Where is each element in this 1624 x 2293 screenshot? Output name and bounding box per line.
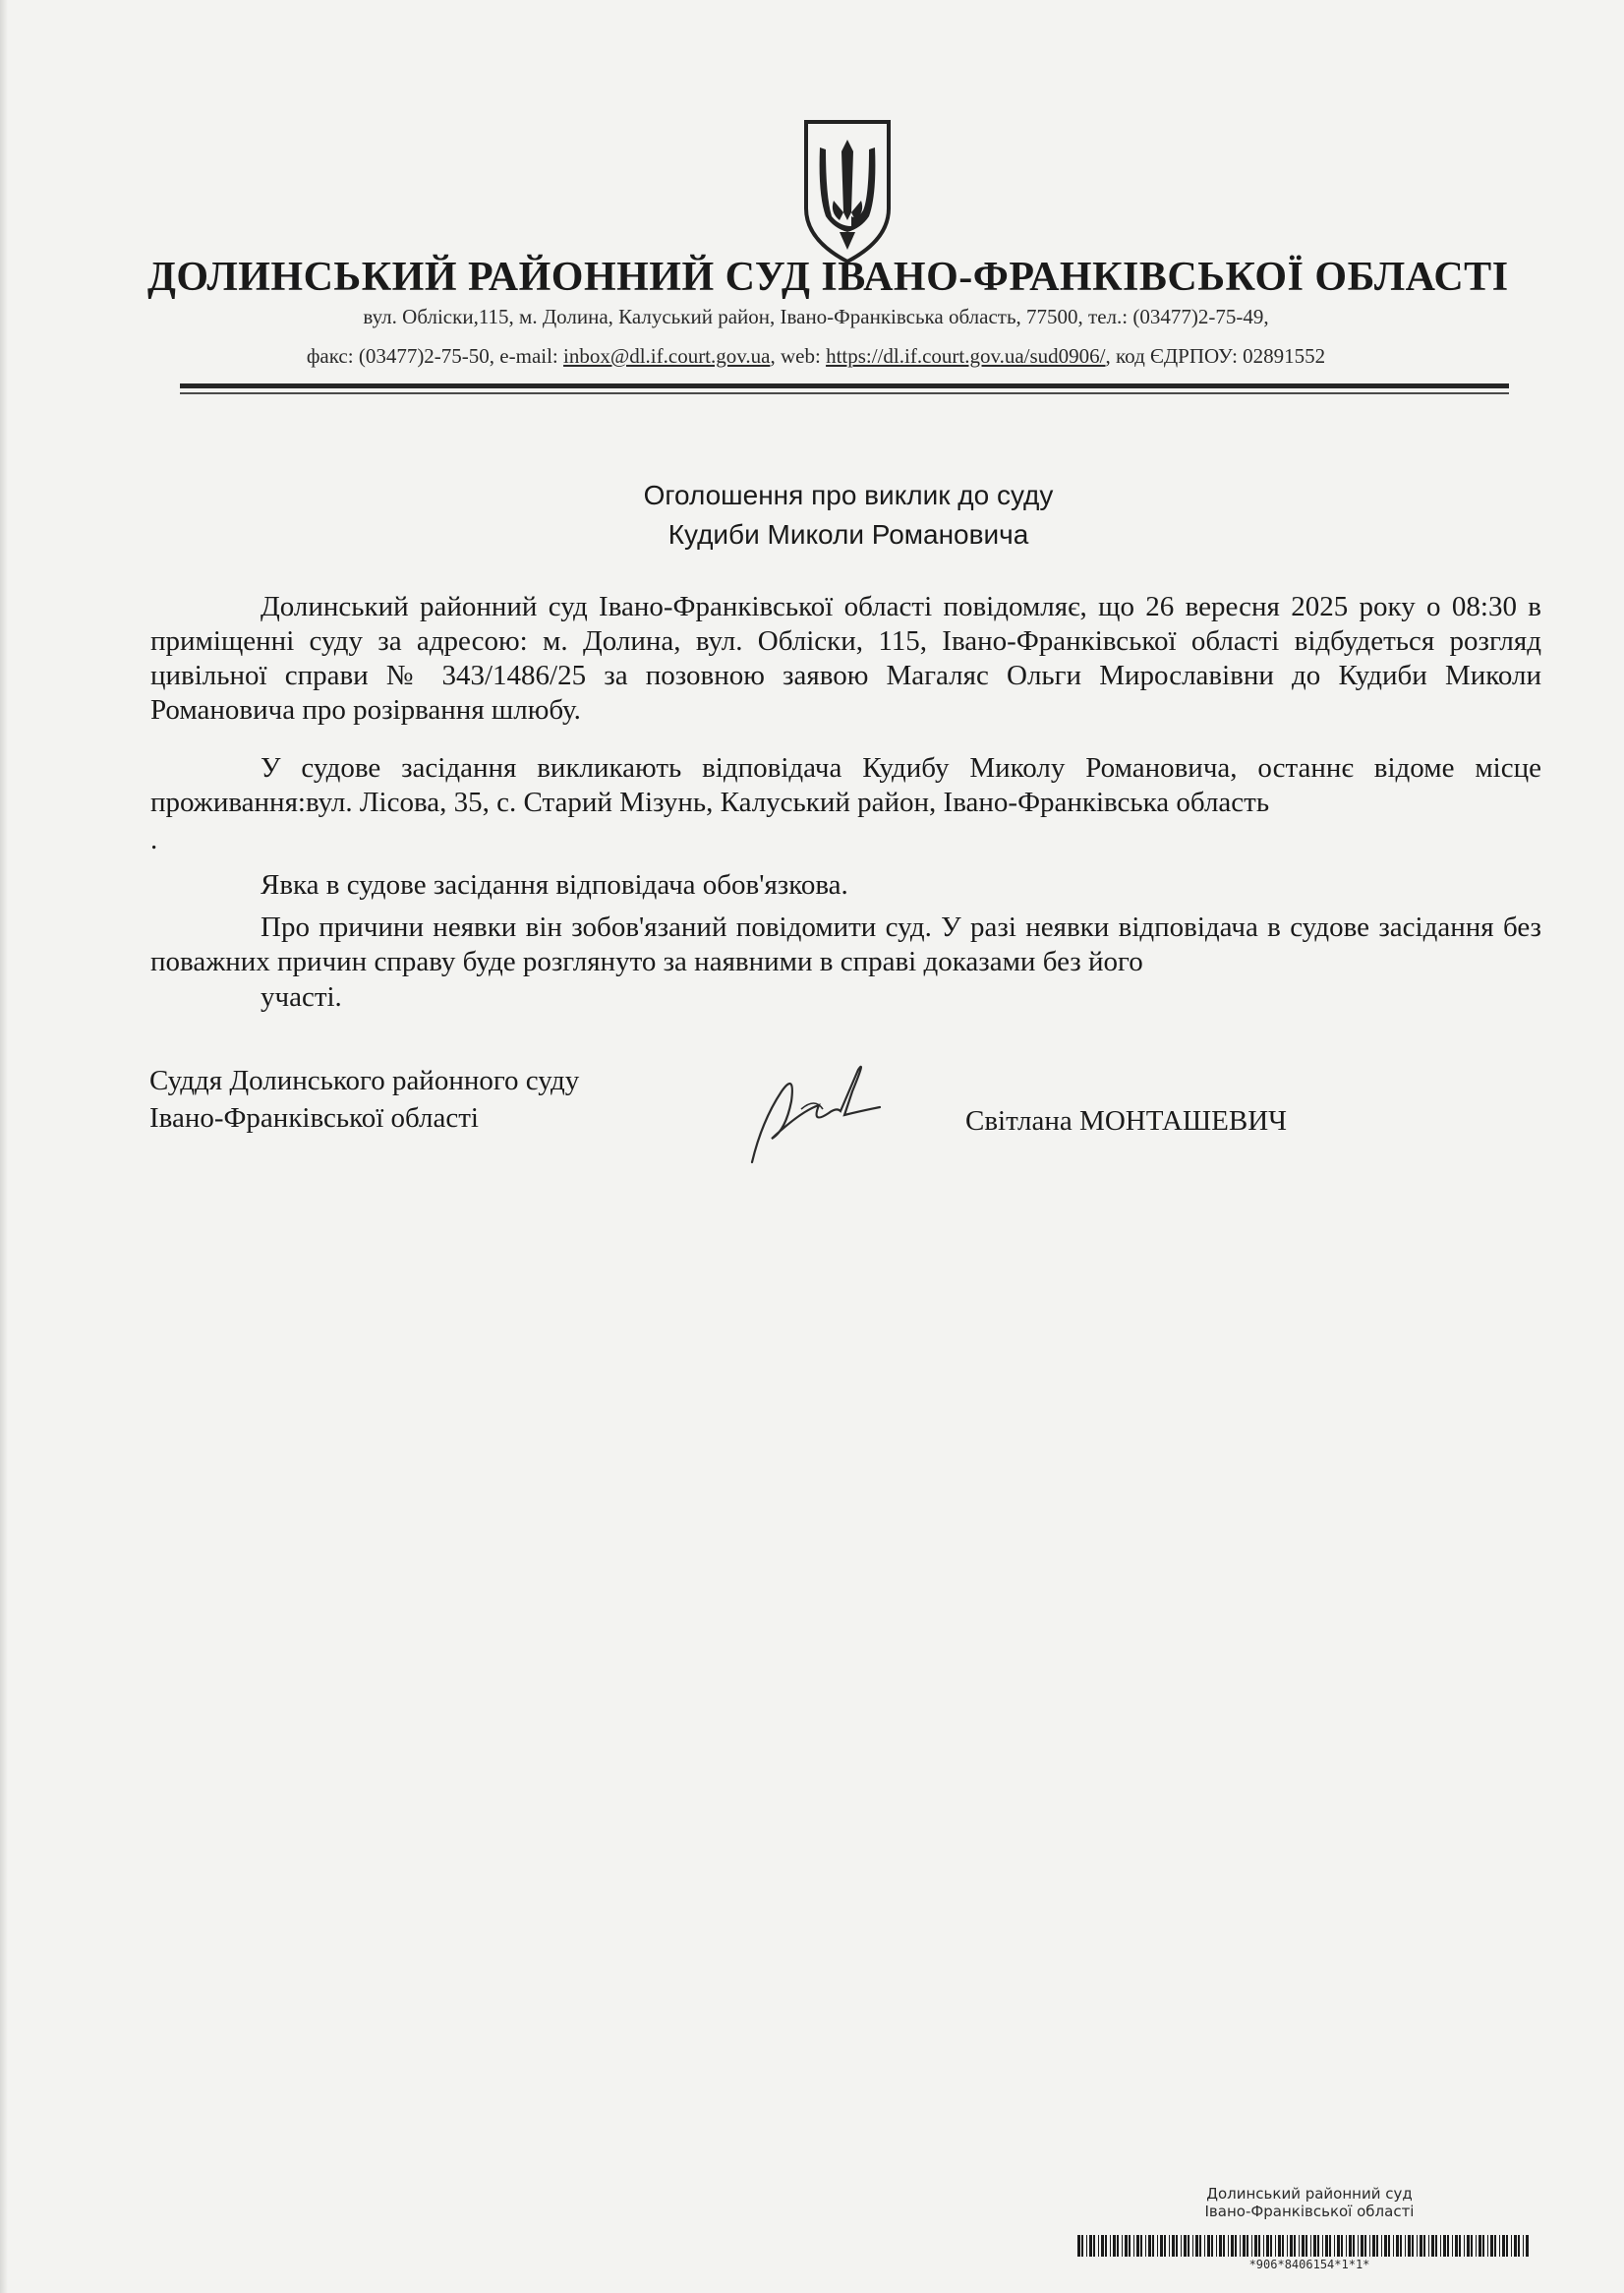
fax-label: факс: (03477)2-75-50, e-mail: — [306, 344, 564, 368]
scan-edge — [0, 0, 8, 2293]
judge-position — [149, 1062, 579, 1137]
paragraph-absence-notice: Про причини неявки він зобов'язаний повідомити суд. У разі неявки відповідача в судове засідання без поважних причин справу буде розглянуто за наявними в справі доказами без його — [150, 911, 1541, 977]
web-link[interactable]: https://dl.if.court.gov.ua/sud0906/ — [826, 344, 1106, 368]
paragraph-summons: У судове засідання викликають відповідача Кудибу Миколу Романовича, останнє відоме місце проживання:вул. Лісова, 35, с. Старий Мізунь, Калуський район, Івано-Франківська область — [150, 752, 1541, 818]
judge-position-line1: Суддя Долинського районного суду — [149, 1065, 580, 1096]
web-label: , web: — [770, 344, 827, 368]
judge-position-line2: Івано-Франківської області — [149, 1102, 479, 1134]
paragraph-hearing-notice: Долинський районний суд Івано-Франківської області повідомляє, що 26 вересня 2025 року о 08:30 в приміщенні суду за адресою: м. Долина, вул. Обліски, 115, Івано-Франківської області відбудеться розгляд цивільної справи № 343/1486/25 за позовною заявою Магаляс Ольги Мирославівни до Кудиби Миколи Романовича про розірвання шлюбу. — [150, 591, 1541, 726]
paragraph-summons-dot: . — [150, 824, 158, 855]
court-address: вул. Обліски,115, м. Долина, Калуський район, Івано-Франківська область, 77500, тел.: (03477)2-75-49, — [363, 305, 1269, 328]
court-name: ДОЛИНСЬКИЙ РАЙОННИЙ СУД ІВАНО-ФРАНКІВСЬКОЇ ОБЛАСТІ — [147, 255, 1509, 300]
barcode — [1077, 2235, 1532, 2257]
judge-name: Світлана МОНТАШЕВИЧ — [965, 1105, 1288, 1137]
announcement-title: Оголошення про виклик до суду — [643, 480, 1054, 510]
header-divider-thick — [180, 383, 1509, 388]
ukraine-coat-of-arms-icon — [800, 118, 895, 265]
paragraph-absence-tail: участі. — [261, 981, 342, 1013]
paragraph-attendance: Явка в судове засідання відповідача обов'язкова. — [261, 869, 848, 901]
handwritten-signature — [742, 1052, 909, 1170]
court-contacts — [147, 344, 1484, 369]
stamp-line1: Долинський районний суд — [1206, 2185, 1413, 2203]
registration-stamp — [1073, 2185, 1545, 2220]
barcode-number: *906*8406154*1*1* — [1248, 2258, 1370, 2271]
announcement-subject: Кудиби Миколи Романовича — [667, 519, 1029, 550]
header-divider-thin — [180, 392, 1509, 394]
email-link[interactable]: inbox@dl.if.court.gov.ua — [563, 344, 771, 368]
stamp-line2: Івано-Франківської області — [1204, 2203, 1415, 2220]
edrpou-code: , код ЄДРПОУ: 02891552 — [1105, 344, 1326, 368]
